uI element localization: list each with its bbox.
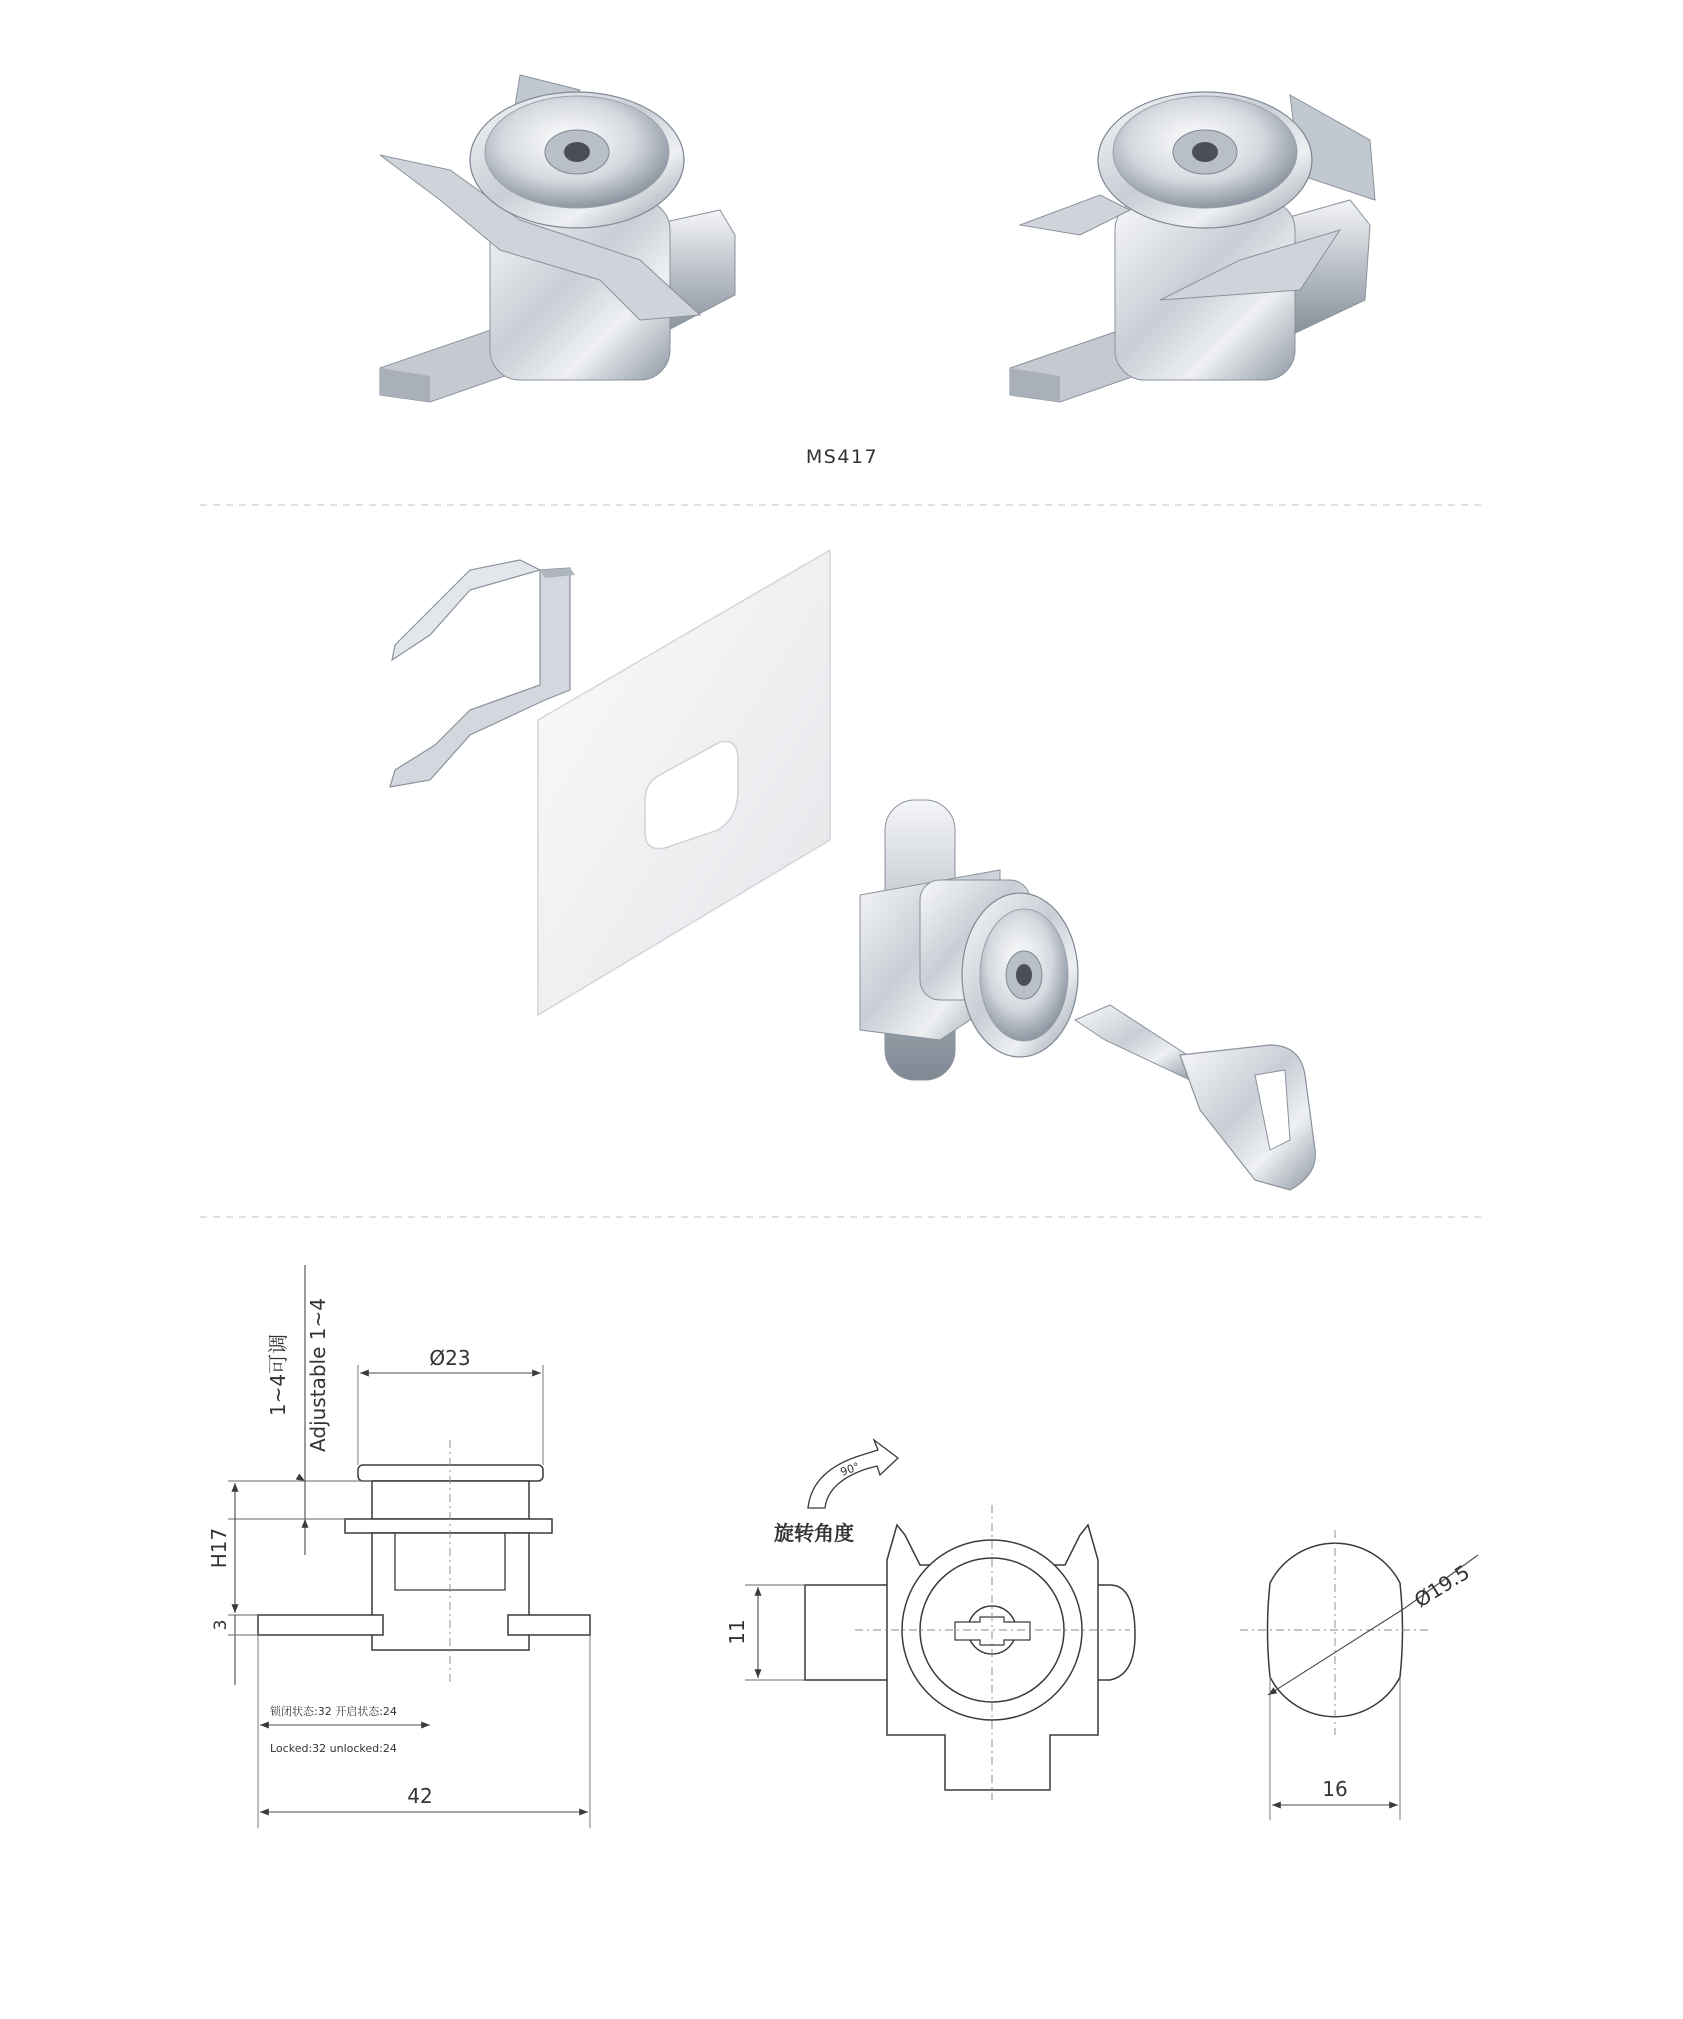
dim-cam-width-11: 11 <box>725 1619 749 1645</box>
product-render-right <box>1010 92 1375 402</box>
locked-unlocked-en: Locked:32 unlocked:24 <box>270 1742 397 1755</box>
front-view-drawing <box>725 1440 1135 1800</box>
model-label: MS417 <box>805 446 879 468</box>
dim-flat-width-16: 16 <box>1322 1777 1348 1801</box>
side-view-drawing <box>207 1265 590 1828</box>
lock-body-render <box>860 800 1078 1080</box>
dim-diameter-23: Ø23 <box>429 1346 471 1370</box>
dim-cutout-diameter: Ø19.5 <box>1409 1559 1474 1613</box>
dim-adjustable-cn: 1~4可调 <box>266 1333 290 1417</box>
key-render <box>1075 1005 1315 1190</box>
dim-cam-thickness-3: 3 <box>211 1619 231 1631</box>
dim-height-17: H17 <box>207 1527 231 1569</box>
cutout-view-drawing <box>1240 1530 1478 1820</box>
rotation-label: 旋转角度 <box>774 1521 854 1545</box>
rotation-angle: 90° <box>838 1459 862 1479</box>
panel-plate-render <box>538 550 830 1015</box>
product-render-left <box>380 75 735 402</box>
locked-unlocked-cn: 锁闭状态:32 开启状态:24 <box>270 1705 397 1718</box>
dim-total-length-42: 42 <box>407 1784 433 1808</box>
dim-adjustable-en: Adjustable 1~4 <box>306 1298 330 1452</box>
